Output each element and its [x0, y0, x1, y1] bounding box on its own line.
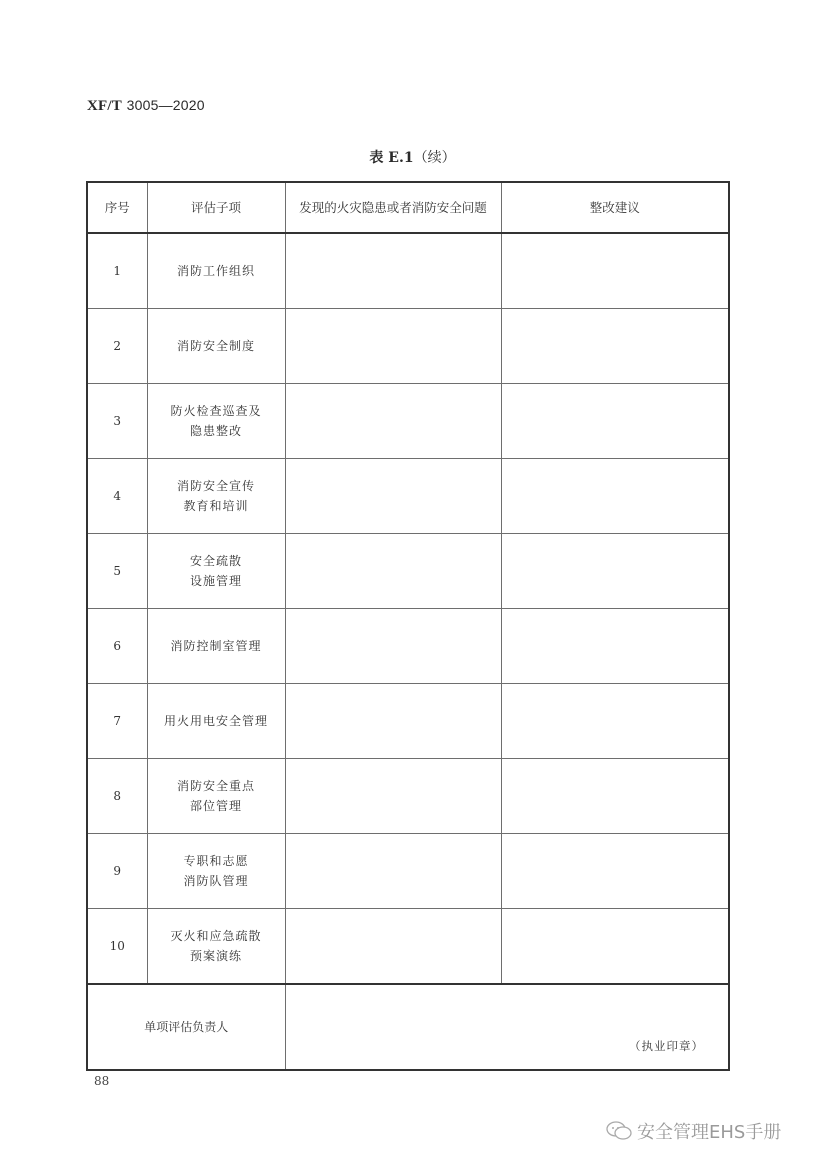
standard-code — [87, 97, 205, 115]
standard-number: 3005—2020 — [126, 97, 205, 113]
row-number: 6 — [87, 609, 147, 684]
assessment-item — [147, 309, 285, 384]
suggestions-cell[interactable] — [501, 684, 729, 759]
item-line-1: 消防安全重点 — [176, 779, 255, 793]
suggestions-cell[interactable] — [501, 834, 729, 909]
item-line-1: 安全疏散 — [189, 554, 242, 568]
item-line-1: 消防控制室管理 — [170, 639, 262, 653]
table-title — [0, 147, 825, 167]
issues-cell[interactable] — [285, 459, 501, 534]
table-header-row — [87, 182, 729, 233]
responsible-person-row — [87, 984, 729, 1070]
table-row — [87, 909, 729, 985]
item-line-2: 教育和培训 — [183, 499, 249, 513]
issues-cell[interactable] — [285, 909, 501, 985]
item-line-1: 防火检查巡查及 — [170, 404, 262, 418]
table-label: 表 E.1 — [369, 150, 414, 166]
row-number: 7 — [87, 684, 147, 759]
item-line-1: 专职和志愿 — [183, 854, 249, 868]
table-row — [87, 759, 729, 834]
table-row — [87, 459, 729, 534]
col-header-suggestions: 整改建议 — [501, 182, 729, 233]
row-number: 5 — [87, 534, 147, 609]
suggestions-cell[interactable] — [501, 534, 729, 609]
issues-cell[interactable] — [285, 684, 501, 759]
watermark-text: 安全管理EHS手册 — [637, 1122, 782, 1143]
suggestions-cell[interactable] — [501, 384, 729, 459]
assessment-item — [147, 834, 285, 909]
col-header-issues: 发现的火灾隐患或者消防安全问题 — [285, 182, 501, 233]
item-line-2: 设施管理 — [189, 574, 242, 588]
item-line-1: 消防安全制度 — [176, 339, 255, 353]
assessment-item — [147, 534, 285, 609]
issues-cell[interactable] — [285, 384, 501, 459]
assessment-item — [147, 384, 285, 459]
row-number: 3 — [87, 384, 147, 459]
signature-cell[interactable] — [285, 984, 729, 1070]
standard-prefix: XF/T — [87, 98, 122, 114]
seal-note: （执业印章） — [629, 1039, 704, 1053]
item-line-1: 消防安全宣传 — [176, 479, 255, 493]
table-row — [87, 309, 729, 384]
row-number: 2 — [87, 309, 147, 384]
issues-cell[interactable] — [285, 233, 501, 309]
assessment-item — [147, 759, 285, 834]
item-line-2: 部位管理 — [189, 799, 242, 813]
item-line-1: 用火用电安全管理 — [163, 714, 268, 728]
table-continued: （续） — [413, 150, 456, 166]
suggestions-cell[interactable] — [501, 609, 729, 684]
item-line-1: 消防工作组织 — [176, 264, 255, 278]
assessment-item — [147, 909, 285, 985]
item-line-2: 预案演练 — [189, 949, 242, 963]
row-number: 8 — [87, 759, 147, 834]
assessment-item — [147, 684, 285, 759]
assessment-item — [147, 609, 285, 684]
issues-cell[interactable] — [285, 609, 501, 684]
item-line-2: 消防队管理 — [183, 874, 249, 888]
suggestions-cell[interactable] — [501, 459, 729, 534]
assessment-item — [147, 459, 285, 534]
suggestions-cell[interactable] — [501, 909, 729, 985]
assessment-item — [147, 233, 285, 309]
page-number: 88 — [94, 1074, 110, 1088]
issues-cell[interactable] — [285, 759, 501, 834]
table-row — [87, 834, 729, 909]
issues-cell[interactable] — [285, 534, 501, 609]
table-row — [87, 233, 729, 309]
row-number: 10 — [87, 909, 147, 985]
col-header-item: 评估子项 — [147, 182, 285, 233]
row-number: 4 — [87, 459, 147, 534]
col-header-no: 序号 — [87, 182, 147, 233]
issues-cell[interactable] — [285, 309, 501, 384]
suggestions-cell[interactable] — [501, 759, 729, 834]
wechat-icon — [605, 1120, 633, 1142]
responsible-person-label: 单项评估负责人 — [87, 984, 285, 1070]
table-row — [87, 534, 729, 609]
table-row — [87, 684, 729, 759]
table-row — [87, 384, 729, 459]
assessment-table — [86, 181, 730, 1071]
row-number: 9 — [87, 834, 147, 909]
suggestions-cell[interactable] — [501, 233, 729, 309]
item-line-1: 灭火和应急疏散 — [170, 929, 262, 943]
item-line-2: 隐患整改 — [189, 424, 242, 438]
row-number: 1 — [87, 233, 147, 309]
suggestions-cell[interactable] — [501, 309, 729, 384]
table-row — [87, 609, 729, 684]
issues-cell[interactable] — [285, 834, 501, 909]
watermark — [605, 1118, 781, 1144]
